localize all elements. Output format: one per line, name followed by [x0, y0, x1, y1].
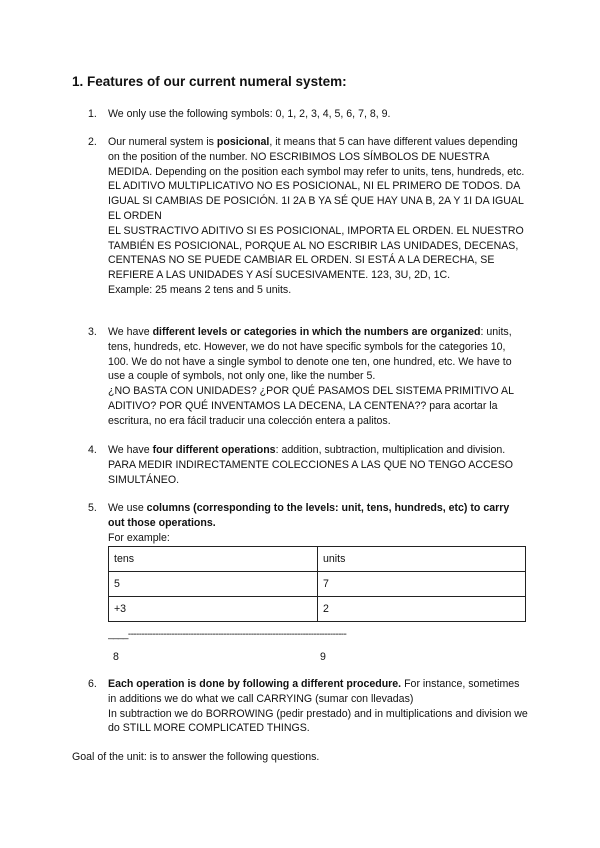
table-cell: 2 [318, 597, 526, 622]
item-text-pre: Our numeral system is [108, 136, 217, 148]
item-paragraph [108, 677, 528, 707]
item-paragraph-3: Example: 25 means 2 tens and 5 units. [108, 283, 292, 296]
list-number: 4. [88, 444, 97, 456]
item-text-pre: We use [108, 502, 147, 514]
item-text-bold: Each operation is done by following a different procedure. [108, 678, 402, 690]
item-paragraph-2: ¿NO BASTA CON UNIDADES? ¿POR QUÉ PASAMOS DEL SISTEMA PRIMITIVO AL ADITIVO? POR QUÉ INVENTAMOS LA DECENA, LA CENTENA?? para acortar la escritura, no era fácil traducir una colección entera a palitos. [108, 385, 514, 427]
table-header-cell: tens [109, 547, 318, 572]
columns-table [108, 546, 526, 622]
list-item-6 [88, 677, 528, 736]
list-item-1 [88, 107, 528, 122]
item-text-pre: We have [108, 326, 153, 338]
table-cell: 7 [318, 572, 526, 597]
item-paragraph-2: EL SUSTRACTIVO ADITIVO SI ES POSICIONAL, IMPORTA EL ORDEN. EL NUESTRO TAMBIÉN ES POSICIONAL, PORQUE AL NO ESCRIBIR LAS UNIDADES, DECENAS, CENTENAS NO SE PUEDE CAMBIAR EL ORDEN. SI ESTÁ A LA DERECHA, SE REFIERE A LAS UNIDADES Y ASÍ SUCESIVAMENTE. 123, 3U, 2D, 1C. [108, 224, 524, 282]
list-item-4 [88, 443, 528, 487]
item-paragraph [108, 501, 528, 531]
item-paragraph [108, 135, 528, 224]
item-paragraph [108, 325, 528, 384]
list-item-5 [88, 501, 528, 622]
list-number: 5. [88, 502, 97, 514]
item-text-post: , it means that 5 can have different values depending on the position of the number. NO ESCRIBIMOS LOS SÍMBOLOS DE NUESTRA MEDIDA. Depending on the position each symbol may refer to units, tens, hundreds, etc. EL ADITIVO MULTIPLICATIVO NO ES POSICIONAL, NI EL PRIMERO DE TODOS. DA IGUAL SI CAMBIAS DE POSICIÓN. 1I 2A B YA SÉ QUE HAY UNA B, 2A Y 1I DA IGUAL EL ORDEN [108, 136, 525, 222]
list-number: 3. [88, 326, 97, 338]
table-row [109, 597, 526, 622]
item-text-bold: columns (corresponding to the levels: unit, tens, hundreds, etc) to carry out those operations. [108, 502, 510, 529]
list-item-3 [88, 325, 528, 429]
table-cell: +3 [109, 597, 318, 622]
table-cell: 5 [109, 572, 318, 597]
list-number: 2. [88, 136, 97, 148]
list-number: 6. [88, 678, 97, 690]
result-units: 9 [320, 651, 326, 663]
goal-text: Goal of the unit: is to answer the following questions. [72, 751, 320, 763]
item-text-bold: four different operations [152, 444, 276, 456]
item-text-post: : addition, subtraction, multiplication and division. PARA MEDIR INDIRECTAMENTE COLECCIONES A LAS QUE NO TENGO ACCESO SIMULTÁNEO. [108, 444, 513, 486]
item-paragraph [108, 443, 528, 487]
list-number: 1. [88, 108, 97, 120]
item-text-bold: different levels or categories in which the numbers are organized [152, 326, 481, 338]
item-paragraph-2: In subtraction we do BORROWING (pedir prestado) and in multiplications and division we do STILL MORE COMPLICATED THINGS. [108, 707, 528, 735]
result-divider: ____-------------------------------------------------------------------------------- [108, 629, 347, 640]
item-text-post: : units, tens, hundreds, etc. However, we do not have specific symbols for the categories 10, 100. We do not have a single symbol to denote one ten, one hundred, etc. We have to use a couple of symbols, not only one, like the number 5. [108, 326, 512, 383]
table-row [109, 547, 526, 572]
item-text-bold: posicional [216, 136, 270, 148]
table-header-cell: units [318, 547, 526, 572]
table-row [109, 572, 526, 597]
list-item-2 [88, 135, 528, 298]
item-text-pre: We have [108, 444, 153, 456]
result-tens: 8 [113, 651, 119, 663]
section-heading: 1. Features of our current numeral system: [72, 74, 347, 89]
item-text-post: For instance, sometimes in additions we do what we call CARRYING (sumar con llevadas) [108, 678, 520, 705]
example-label: For example: [108, 531, 170, 544]
item-text: We only use the following symbols: 0, 1, 2, 3, 4, 5, 6, 7, 8, 9. [108, 108, 391, 120]
